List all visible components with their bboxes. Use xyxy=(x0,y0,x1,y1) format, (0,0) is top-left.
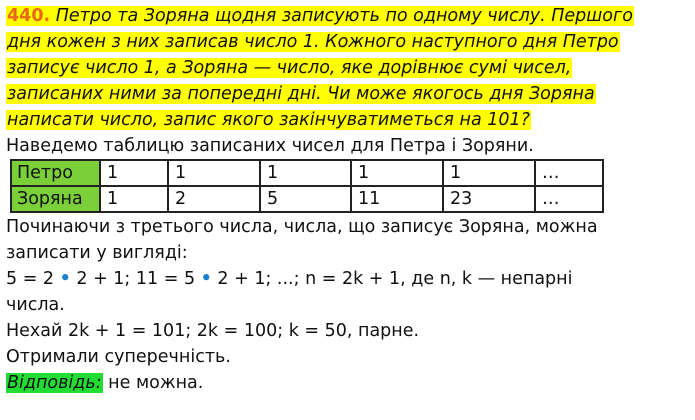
numbers-table xyxy=(10,159,604,213)
row-label-zoryana: Зоряна xyxy=(11,186,100,212)
solution-line-5: Нехай 2k + 1 = 101; 2k = 100; k = 50, парне. xyxy=(6,321,420,341)
solution-line-6: Отримали суперечність. xyxy=(6,347,231,367)
table-cell: 1 xyxy=(260,160,351,186)
table-row-zoryana xyxy=(11,186,603,212)
solution-formula: 5 = 2 • 2 + 1; 11 = 5 • 2 + 1; ...; n = 2k + 1, де n, k — непарні xyxy=(6,269,573,289)
page-content xyxy=(6,3,689,396)
intro-text: Наведемо таблицю записаних чисел для Петра і Зоряни. xyxy=(6,136,534,156)
problem-line-3: записує число 1, а Зоряна — число, яке дорівнює сумі чисел, xyxy=(7,58,572,78)
table-cell: 1 xyxy=(351,160,443,186)
table-row-petro xyxy=(11,160,603,186)
solution xyxy=(6,214,689,396)
problem-number: 440. xyxy=(7,6,51,26)
answer-label: Відповідь: xyxy=(7,373,102,393)
problem-line-1: Петро та Зоряна щодня записують по одному числу. Першого xyxy=(50,6,633,26)
problem-line-5: написати число, запис якого закінчуватиметься на 101? xyxy=(7,110,530,130)
table-cell: … xyxy=(535,160,603,186)
answer-line xyxy=(6,370,689,396)
problem-line-4: записаних ними за попередні дні. Чи може якогось дня Зоряна xyxy=(7,84,595,104)
multiply-dot-icon: • xyxy=(200,269,212,289)
problem-line-2: дня кожен з них записав число 1. Кожного наступного дня Петро xyxy=(7,32,619,52)
multiply-dot-icon: • xyxy=(59,269,71,289)
table-cell: 1 xyxy=(443,160,535,186)
row-label-petro: Петро xyxy=(11,160,100,186)
answer-text: не можна. xyxy=(102,373,204,393)
table-cell: 1 xyxy=(100,160,168,186)
table-cell: 2 xyxy=(168,186,260,212)
table-cell: 11 xyxy=(351,186,443,212)
table-cell: 1 xyxy=(100,186,168,212)
solution-line-1: Починаючи з третього числа, числа, що записує Зоряна, можна xyxy=(6,217,598,237)
problem-statement xyxy=(6,3,689,133)
solution-line-2: записати у вигляді: xyxy=(6,243,188,263)
table-cell: 5 xyxy=(260,186,351,212)
table-cell: 1 xyxy=(168,160,260,186)
solution-line-4: числа. xyxy=(6,295,65,315)
table-cell: … xyxy=(535,186,603,212)
table-cell: 23 xyxy=(443,186,535,212)
